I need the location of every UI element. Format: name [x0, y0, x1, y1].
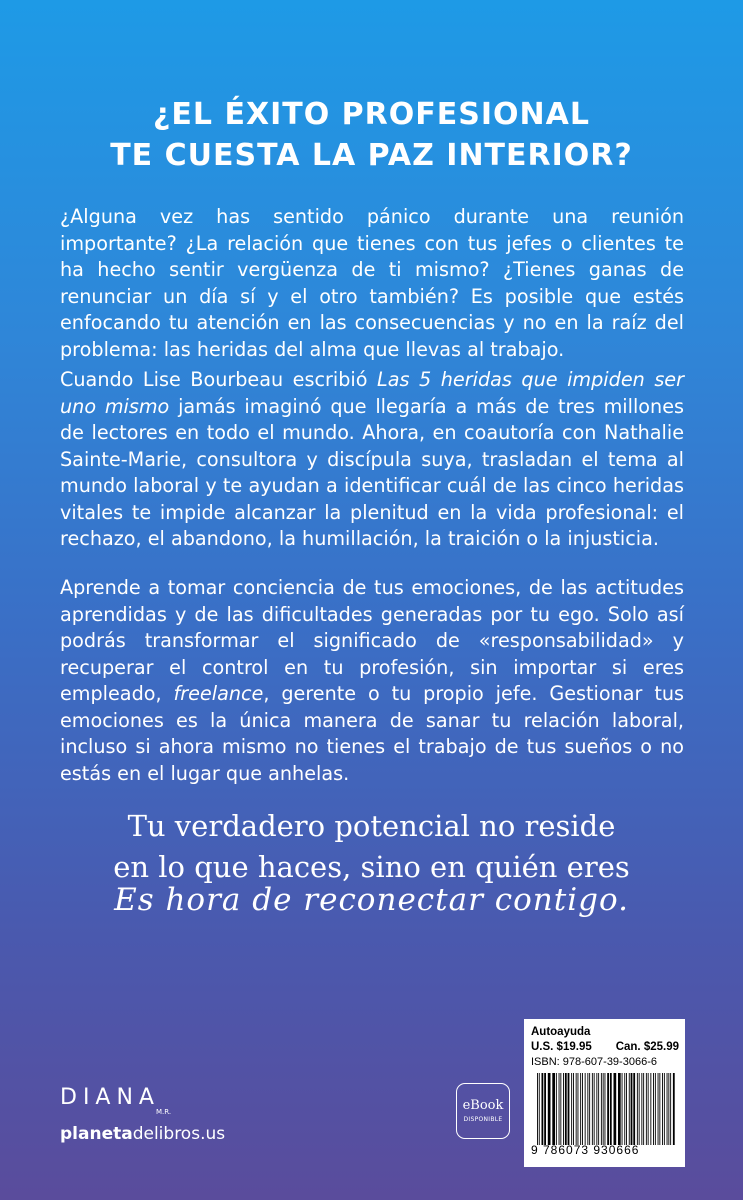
- barcode-bar: [641, 1073, 642, 1145]
- barcode-bar: [618, 1073, 621, 1145]
- barcode-bar: [668, 1073, 669, 1145]
- paragraph-1: ¿Alguna vez has sentido pánico durante una reunión importante? ¿La relación que tienes con tus jefes o clientes te ha hecho sentir vergüenza de ti mismo? ¿Tienes ganas de renunciar un día sí y el otro también? Es posible que estés enfocando tu atención en las consecuencias y no en la raíz del problema: las heridas del alma que llevas al trabajo.: [60, 205, 684, 361]
- prices-row: [531, 1040, 679, 1055]
- barcode-bar: [559, 1073, 560, 1145]
- pull-quote: [0, 806, 743, 888]
- barcode-bar: [568, 1073, 570, 1145]
- barcode-bar: [626, 1073, 627, 1145]
- barcode-bar: [650, 1073, 651, 1145]
- barcode-bar: [662, 1073, 663, 1145]
- barcode-bar: [542, 1073, 544, 1145]
- barcode-bar: [585, 1073, 586, 1145]
- barcode-bar: [596, 1073, 597, 1145]
- paragraph-2-start: Cuando Lise Bourbeau escribió: [60, 368, 378, 391]
- barcode-bar: [589, 1073, 590, 1145]
- barcode-bar: [539, 1073, 540, 1145]
- pull-quote-line-1: Tu verdadero potencial no reside: [127, 809, 616, 843]
- publisher-logo-text: DIANA: [60, 1085, 160, 1110]
- barcode-bar: [643, 1073, 644, 1145]
- freelance-word: freelance: [173, 682, 264, 705]
- barcode-bar: [622, 1073, 623, 1145]
- barcode-bar: [594, 1073, 595, 1145]
- barcode-bar: [552, 1073, 555, 1145]
- barcode-bar: [655, 1073, 656, 1145]
- ebook-badge: [456, 1083, 510, 1139]
- barcode-bar: [592, 1073, 593, 1145]
- website-regular-part: delibros.us: [132, 1124, 226, 1144]
- barcode-bar: [563, 1073, 564, 1145]
- ebook-sub-label: DISPONIBLE: [463, 1116, 503, 1123]
- script-tagline: Es hora de reconectar contigo.: [114, 882, 629, 918]
- barcode-bar: [603, 1073, 604, 1145]
- barcode-bar: [565, 1073, 567, 1145]
- barcode-bar: [648, 1073, 649, 1145]
- barcode-bar: [537, 1073, 538, 1145]
- barcode-bar: [670, 1073, 671, 1145]
- barcode-bar: [598, 1073, 599, 1145]
- barcode-bar: [578, 1073, 579, 1145]
- barcode-bar: [580, 1073, 581, 1145]
- barcode-bar: [653, 1073, 654, 1145]
- barcode-bar: [544, 1073, 546, 1145]
- barcode-bar: [631, 1073, 633, 1145]
- pull-quote-line-2: en lo que haces, sino en quién eres: [113, 850, 630, 884]
- headline-line-2: TE CUESTA LA PAZ INTERIOR?: [110, 138, 633, 173]
- us-price: U.S. $19.95: [531, 1041, 592, 1053]
- paragraph-2-end: jamás imaginó que llegaría a más de tres millones de lectores en todo el mundo. Ahora, en coautoría con Nathalie Sainte-Marie, consultora y discípula suya, trasladan el tema al mundo laboral y te ayudan a identificar cuál de las cinco heridas vitales te impide alcanzar la plenitud en la vida profesional: el rechazo, el abandono, la humillación, la traición o la injusticia.: [60, 394, 684, 550]
- barcode-bar: [673, 1073, 675, 1145]
- paragraph-3-start: Aprende a tomar conciencia de tus emociones, de las actitudes aprendidas y de las dificultades generadas por tu ego. Solo así podrás transformar el significado de «responsabilidad» y recuperar el control en tu profesión, sin importar si eres empleado,: [60, 576, 684, 705]
- barcode-bar: [659, 1073, 660, 1145]
- publisher-website[interactable]: [60, 1124, 225, 1144]
- barcode-bar: [556, 1073, 557, 1145]
- headline: [0, 94, 743, 176]
- category-label: Autoayuda: [531, 1026, 591, 1038]
- barcode-bar: [571, 1073, 572, 1145]
- barcode-bar: [560, 1073, 561, 1145]
- barcode-number: 9 786073 930666: [531, 1143, 640, 1157]
- barcode-bar: [629, 1073, 630, 1145]
- isbn: ISBN: 978-607-39-3066-6: [531, 1056, 657, 1068]
- barcode-bar: [633, 1073, 635, 1145]
- barcode-bar: [601, 1073, 602, 1145]
- canada-price: Can. $25.99: [615, 1041, 679, 1053]
- barcode-bar: [573, 1073, 574, 1145]
- barcode-bar: [605, 1073, 606, 1145]
- barcode-bar: [576, 1073, 577, 1145]
- website-bold-part: planeta: [60, 1124, 133, 1144]
- headline-line-1: ¿EL ÉXITO PROFESIONAL: [153, 97, 590, 132]
- barcode-bar: [548, 1073, 551, 1145]
- barcode-bar: [607, 1073, 609, 1145]
- barcode-bar: [582, 1073, 583, 1145]
- barcode-bar: [637, 1073, 638, 1145]
- paragraph-3-end: , gerente o tu propio jefe. Gestionar tus emociones es la única manera de sanar tu relación laboral, incluso si ahora mismo no tienes el trabajo de tus sueños o no estás en el lugar que anhelas.: [60, 682, 684, 785]
- barcode-bar: [614, 1073, 617, 1145]
- trademark-mark: M.R.: [156, 1108, 172, 1116]
- barcode-bar: [587, 1073, 588, 1145]
- ebook-label: eBook: [462, 1098, 504, 1113]
- paragraph-2: [60, 367, 684, 553]
- barcode-bar: [664, 1073, 665, 1145]
- price-box: [524, 1019, 685, 1167]
- barcode-bar: [667, 1073, 668, 1145]
- barcode-bar: [639, 1073, 640, 1145]
- barcode: [531, 1073, 679, 1145]
- book-title: Las 5 heridas que impiden ser uno mismo: [60, 368, 685, 418]
- barcode-bar: [658, 1073, 659, 1145]
- publisher-logo: [60, 1085, 171, 1116]
- barcode-bar: [646, 1073, 647, 1145]
- paragraph-3: [60, 575, 684, 787]
- barcode-bar: [624, 1073, 625, 1145]
- barcode-bar: [610, 1073, 612, 1145]
